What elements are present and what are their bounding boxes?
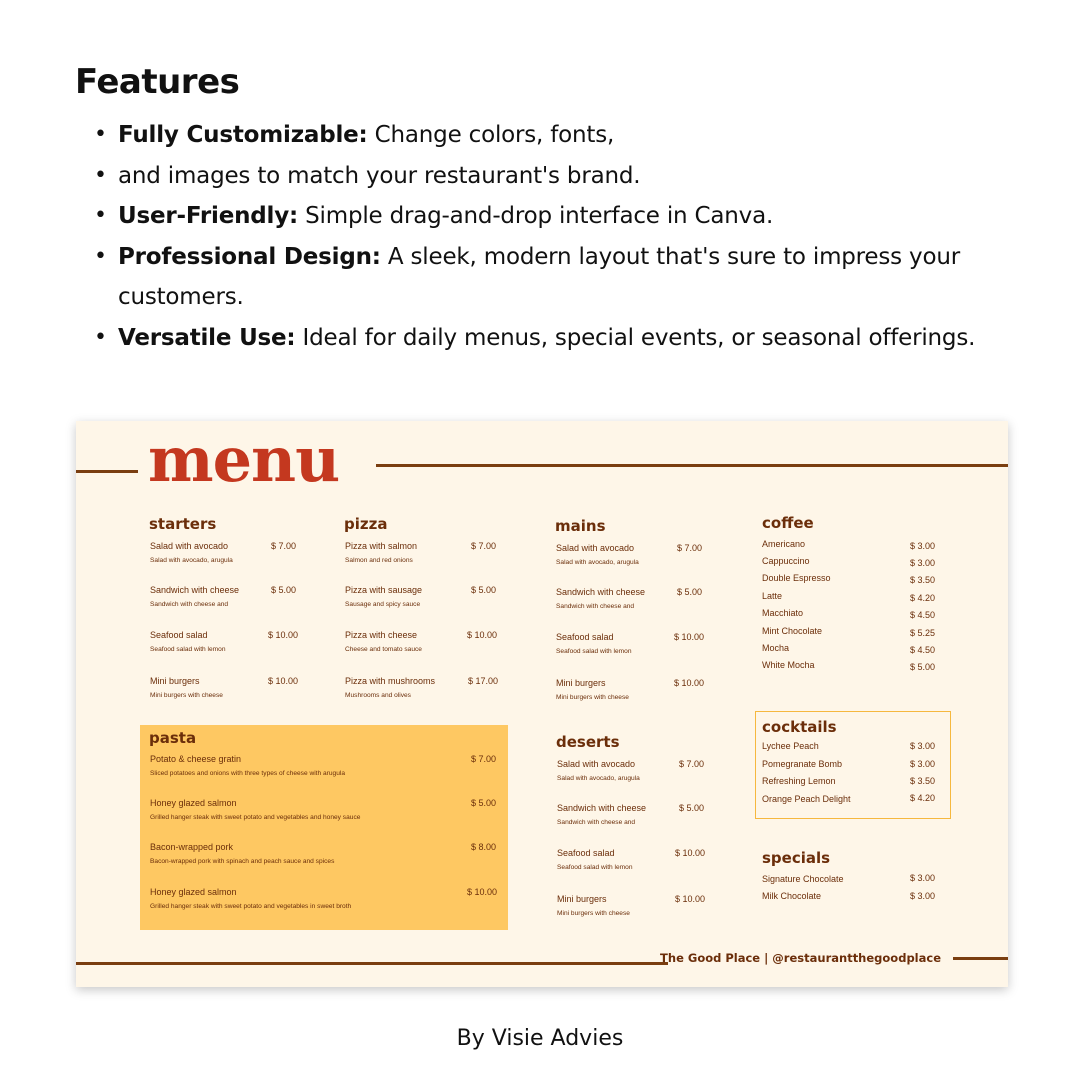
- feature-item: [92, 156, 1022, 197]
- item-name: Pizza with sausage: [345, 585, 423, 595]
- feature-bold: Fully Customizable:: [118, 122, 368, 148]
- item-price: $ 10.00: [674, 632, 705, 642]
- item-price: $ 7.00: [679, 759, 705, 769]
- menu-item: [150, 798, 502, 821]
- section-title-cocktails: cocktails: [762, 718, 837, 736]
- credit-text: By Visie Advies: [456, 1026, 624, 1051]
- menu-item: [557, 803, 707, 826]
- menu-item: [150, 754, 502, 777]
- menu-item: [150, 630, 298, 653]
- feature-text: Change colors, fonts,: [367, 122, 615, 148]
- item-price: $ 7.00: [271, 541, 297, 551]
- menu-item: [557, 759, 707, 782]
- item-price: $ 5.00: [471, 585, 497, 595]
- item-desc: Sandwich with cheese and: [150, 601, 229, 608]
- special-item-name: Milk Chocolate: [762, 891, 822, 901]
- bullet-icon: •: [94, 122, 107, 147]
- item-price: $ 10.00: [467, 887, 498, 897]
- item-price: $ 5.00: [271, 585, 297, 595]
- menu-item: [557, 894, 707, 917]
- menu-item: [150, 676, 298, 699]
- cocktail-item-name: Orange Peach Delight: [762, 794, 851, 804]
- item-desc: Seafood salad with lemon: [556, 648, 632, 655]
- feature-item: [92, 196, 1022, 237]
- cocktail-item-price: $ 4.20: [910, 793, 936, 803]
- item-desc: Salmon and red onions: [345, 557, 413, 564]
- coffee-item-price: $ 3.00: [910, 541, 936, 551]
- menu-item: [345, 585, 500, 608]
- coffee-item-name: Mint Chocolate: [762, 626, 823, 636]
- coffee-item-name: Latte: [762, 591, 783, 601]
- item-name: Seafood salad: [557, 848, 615, 858]
- special-item-price: $ 3.00: [910, 873, 936, 883]
- item-name: Sandwich with cheese: [556, 587, 646, 597]
- item-name: Salad with avocado: [556, 543, 635, 553]
- features-list: [92, 115, 1022, 358]
- item-name: Pizza with salmon: [345, 541, 418, 551]
- coffee-item-name: Mocha: [762, 643, 790, 653]
- coffee-item-price: $ 5.25: [910, 628, 936, 638]
- coffee-item-price: $ 4.20: [910, 593, 936, 603]
- item-price: $ 10.00: [268, 630, 299, 640]
- cocktail-item-name: Pomegranate Bomb: [762, 759, 843, 769]
- item-desc: Sandwich with cheese and: [557, 819, 636, 826]
- coffee-item-price: $ 4.50: [910, 645, 936, 655]
- item-price: $ 7.00: [677, 543, 703, 553]
- item-name: Pizza with cheese: [345, 630, 418, 640]
- item-price: $ 8.00: [471, 842, 497, 852]
- item-desc: Sliced potatoes and onions with three types of cheese with arugula: [150, 770, 346, 777]
- item-price: $ 5.00: [471, 798, 497, 808]
- section-title-pasta: pasta: [149, 729, 197, 747]
- item-name: Sandwich with cheese: [150, 585, 240, 595]
- menu-item: [556, 587, 706, 610]
- section-title-specials: specials: [762, 849, 831, 867]
- menu-footer: The Good Place | @restaurantthegoodplace: [660, 951, 941, 965]
- item-price: $ 7.00: [471, 541, 497, 551]
- item-name: Sandwich with cheese: [557, 803, 647, 813]
- feature-text: Ideal for daily menus, special events, or seasonal offerings.: [295, 324, 976, 351]
- menu-item: [150, 585, 298, 608]
- section-title-deserts: deserts: [556, 733, 620, 751]
- item-name: Pizza with mushrooms: [345, 676, 436, 686]
- menu-item: [150, 887, 502, 910]
- item-desc: Mushrooms and olives: [345, 692, 411, 699]
- feature-text: A sleek, modern layout that's sure to impress your customers.: [118, 243, 960, 310]
- coffee-item-name: White Mocha: [762, 660, 815, 670]
- cocktail-item-name: Refreshing Lemon: [762, 776, 836, 786]
- bullet-icon: •: [94, 203, 107, 228]
- coffee-item-price: $ 3.00: [910, 558, 936, 568]
- menu-title: menu: [148, 423, 340, 496]
- section-title-pizza: pizza: [344, 515, 388, 533]
- menu-item: [556, 678, 706, 701]
- bullet-icon: •: [94, 324, 107, 350]
- feature-item: [92, 318, 1022, 359]
- feature-bold: User-Friendly:: [118, 203, 299, 229]
- menu-item: [556, 543, 706, 566]
- menu-item: [556, 632, 706, 655]
- feature-item: [92, 237, 1022, 318]
- feature-text: and images to match your restaurant's brand.: [118, 162, 641, 189]
- menu-item: [557, 848, 707, 871]
- feature-bold: Professional Design:: [118, 243, 381, 270]
- item-desc: Mini burgers with cheese: [556, 694, 629, 701]
- bottom-rule-right: [953, 957, 1008, 960]
- item-name: Bacon-wrapped pork: [150, 842, 234, 852]
- item-desc: Bacon-wrapped pork with spinach and peach sauce and spices: [150, 858, 335, 865]
- coffee-item-name: Macchiato: [762, 608, 804, 618]
- item-desc: Grilled hanger steak with sweet potato and vegetables in sweet broth: [150, 903, 352, 910]
- menu-item: [150, 842, 502, 865]
- bottom-rule-left: [76, 962, 668, 965]
- special-item-name: Signature Chocolate: [762, 874, 844, 884]
- item-name: Honey glazed salmon: [150, 887, 237, 897]
- item-price: $ 10.00: [675, 848, 706, 858]
- coffee-item-name: Cappuccino: [762, 556, 810, 566]
- cocktail-item-price: $ 3.50: [910, 776, 936, 786]
- item-name: Seafood salad: [150, 630, 208, 640]
- item-price: $ 10.00: [268, 676, 299, 686]
- item-desc: Salad with avocado, arugula: [557, 775, 640, 782]
- item-desc: Seafood salad with lemon: [557, 864, 633, 871]
- feature-item: [92, 115, 1022, 156]
- feature-text: Simple drag-and-drop interface in Canva.: [298, 203, 774, 229]
- coffee-item-name: Double Espresso: [762, 573, 831, 583]
- special-item-price: $ 3.00: [910, 891, 936, 901]
- item-price: $ 5.00: [679, 803, 705, 813]
- section-title-starters: starters: [149, 515, 217, 533]
- item-desc: Grilled hanger steak with sweet potato and vegetables and honey sauce: [150, 814, 361, 821]
- menu-item: [345, 630, 500, 653]
- feature-bold: Versatile Use:: [118, 324, 296, 351]
- item-desc: Mini burgers with cheese: [150, 692, 223, 699]
- item-name: Mini burgers: [557, 894, 607, 904]
- item-desc: Salad with avocado, arugula: [556, 559, 639, 566]
- item-price: $ 7.00: [471, 754, 497, 764]
- coffee-item-price: $ 5.00: [910, 662, 936, 672]
- bullet-icon: •: [94, 243, 107, 269]
- cocktail-item-price: $ 3.00: [910, 759, 936, 769]
- cocktail-item-price: $ 3.00: [910, 741, 936, 751]
- features-title: Features: [75, 62, 240, 102]
- item-price: $ 10.00: [675, 894, 706, 904]
- section-title-coffee: coffee: [762, 514, 814, 532]
- item-name: Mini burgers: [556, 678, 606, 688]
- coffee-item-price: $ 4.50: [910, 610, 936, 620]
- item-price: $ 17.00: [468, 676, 499, 686]
- item-price: $ 10.00: [674, 678, 705, 688]
- menu-card: [76, 421, 1008, 987]
- section-title-mains: mains: [555, 517, 606, 535]
- item-desc: Seafood salad with lemon: [150, 646, 226, 653]
- item-price: $ 10.00: [467, 630, 498, 640]
- item-desc: Salad with avocado, arugula: [150, 557, 233, 564]
- item-name: Potato & cheese gratin: [150, 754, 242, 764]
- item-name: Seafood salad: [556, 632, 614, 642]
- bullet-icon: •: [94, 162, 107, 188]
- item-desc: Sausage and spicy sauce: [345, 601, 421, 608]
- item-name: Mini burgers: [150, 676, 200, 686]
- top-rule-left: [76, 470, 138, 473]
- item-desc: Sandwich with cheese and: [556, 603, 635, 610]
- item-desc: Cheese and tomato sauce: [345, 646, 422, 653]
- item-name: Honey glazed salmon: [150, 798, 237, 808]
- top-rule-right: [376, 464, 1008, 467]
- coffee-item-price: $ 3.50: [910, 575, 936, 585]
- item-desc: Mini burgers with cheese: [557, 910, 630, 917]
- item-price: $ 5.00: [677, 587, 703, 597]
- item-name: Salad with avocado: [150, 541, 229, 551]
- item-name: Salad with avocado: [557, 759, 636, 769]
- coffee-item-name: Americano: [762, 539, 806, 549]
- cocktail-item-name: Lychee Peach: [762, 741, 819, 751]
- menu-item: [345, 541, 500, 564]
- menu-item: [345, 676, 500, 699]
- menu-item: [150, 541, 298, 564]
